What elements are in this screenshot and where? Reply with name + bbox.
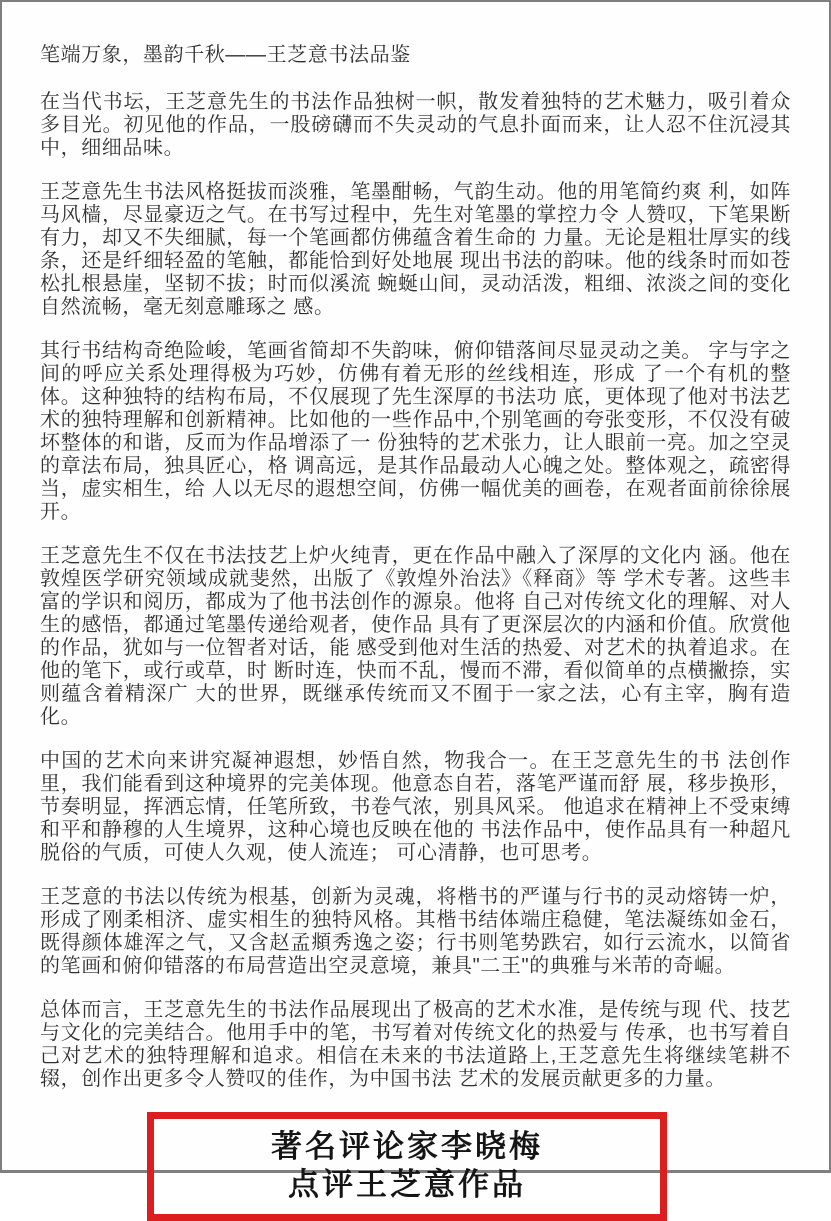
paragraph-structure: 其行书结构奇绝险峻，笔画省简却不失韵味，俯仰错落间尽显灵动之美。 字与字之间的呼应关系处理得极为巧妙，仿佛有着无形的丝线相连，形成 了一个有机的整体。这种独特的结构布局，不仅展现了先生深厚的书法功 底，更体现了他对书法艺术的独特理解和创新精神。比如他的一些作品中,个别笔画的夸张变形，不仅没有破坏整体的和谐，反而为作品增添了一 份独特的艺术张力，让人眼前一亮。加之空灵的章法布局，独具匠心，格 调高远，是其作品最动人心魄之处。整体观之，疏密得当，虚实相生，给 人以无尽的遐想空间，仿佛一幅优美的画卷，在观者面前徐徐展开。	[40, 340, 791, 523]
paragraph-brush-style: 王芝意先生书法风格挺拔而淡雅，笔墨酣畅，气韵生动。他的用笔简约爽 利，如阵马风樯，尽显豪迈之气。在书写过程中，先生对笔墨的掌控力令 人赞叹，下笔果断有力，却又不失细腻，每一个笔画都仿佛蕴含着生命的 力量。无论是粗壮厚实的线条，还是纤细轻盈的笔触，都能恰到好处地展 现出书法的韵味。他的线条时而如苍松扎根悬崖，坚韧不拔；时而似溪流 蜿蜒山间，灵动活泼，粗细、浓淡之间的变化自然流畅，毫无刻意雕琢之 感。	[40, 181, 791, 318]
paragraph-intro: 在当代书坛，王芝意先生的书法作品独树一帜，散发着独特的艺术魅力，吸引着众多目光。初见他的作品，一股磅礴而不失灵动的气息扑面而来，让人忍不住沉浸其中，细细品味。	[40, 91, 791, 159]
paragraph-conclusion: 总体而言，王芝意先生的书法作品展现出了极高的艺术水准，是传统与现 代、技艺与文化的完美结合。他用手中的笔，书写着对传统文化的热爱与 传承，也书写着自己对艺术的独特理解和追求。相信在未来的书法道路上,王芝意先生将继续笔耕不辍，创作出更多令人赞叹的佳作，为中国书法 艺术的发展贡献更多的力量。	[40, 999, 791, 1090]
paragraph-culture: 王芝意先生不仅在书法技艺上炉火纯青，更在作品中融入了深厚的文化内 涵。他在敦煌医学研究领域成就斐然，出版了《敦煌外治法》《释商》等 学术专著。这些丰富的学识和阅历，都成为了他书法创作的源泉。他将 自己对传统文化的理解、对人生的感悟，都通过笔墨传递给观者，使作品 具有了更深层次的内涵和价值。欣赏他的作品，犹如与一位智者对话，能 感受到他对生活的热爱、对艺术的执着追求。在他的笔下，或行或草，时 断时连，快而不乱，慢而不滞，看似简单的点横撇捺，实则蕴含着精深广 大的世界，既继承传统而又不囿于一家之法，心有主宰，胸有造化。	[40, 545, 791, 728]
document-content	[2, 2, 829, 1221]
reviewer-callout-box	[147, 1112, 667, 1221]
document-title: 笔端万象，墨韵千秋——王芝意书法品鉴	[40, 44, 411, 66]
callout-reviewer-name: 著名评论家李晓梅	[271, 1129, 543, 1164]
paragraph-spirit: 中国的艺术向来讲究凝神遐想，妙悟自然，物我合一。在王芝意先生的书 法创作里，我们能看到这种境界的完美体现。他意态自若，落笔严谨而舒 展，移步换形，节奏明显，挥洒忘情，任笔所致，书卷气浓，别具风采。 他追求在精神上不受束缚和平和静穆的人生境界，这种心境也反映在他的 书法作品中，使作品具有一种超凡脱俗的气质，可使人久观，使人流连； 可心清静，也可思考。	[40, 750, 791, 864]
paragraph-tradition: 王芝意的书法以传统为根基，创新为灵魂，将楷书的严谨与行书的灵动熔铸一炉，形成了刚柔相济、虚实相生的独特风格。其楷书结体端庄稳健，笔法凝练如金石，既得颜体雄浑之气，又含赵孟頫秀逸之姿；行书则笔势跌宕，如行云流水，以简省的笔画和俯仰错落的布局营造出空灵意境，兼具"二王"的典雅与米芾的奇崛。	[40, 886, 791, 977]
callout-review-subject: 点评王芝意作品	[288, 1167, 526, 1202]
